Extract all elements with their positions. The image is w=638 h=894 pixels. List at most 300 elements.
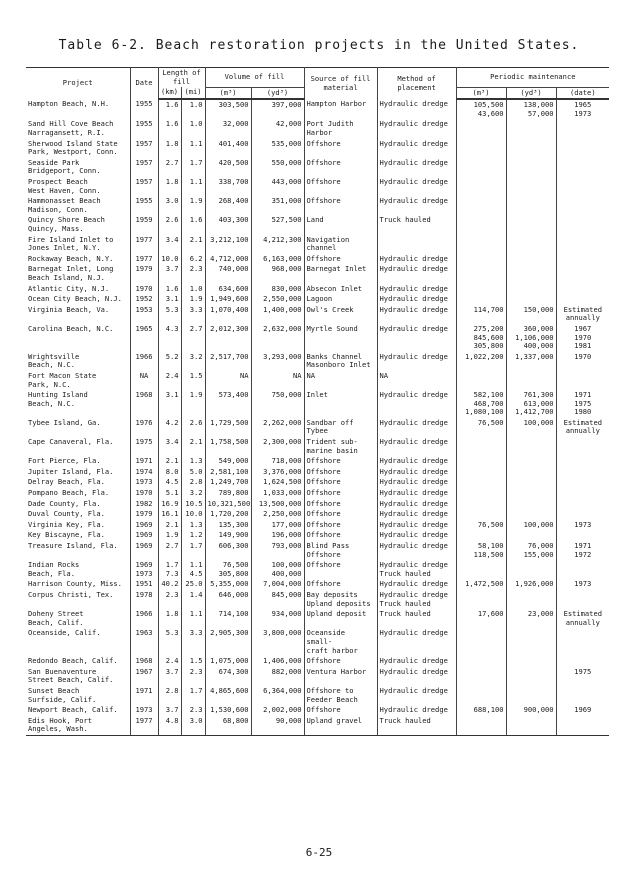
cell-length-km: 3.1 [158, 390, 181, 418]
cell-project: Edis Hook, Port Angeles, Wash. [26, 716, 130, 736]
cell-maintenance-date [556, 716, 609, 736]
cell-source: Offshore to Feeder Beach [304, 686, 377, 705]
cell-length-km: 5.2 [158, 352, 181, 371]
cell-project: Ocean City Beach, N.J. [26, 294, 130, 305]
cell-maintenance-m3: 688,100 [456, 705, 506, 716]
cell-volume-m3: 303,500 [205, 99, 251, 119]
cell-volume-m3: 1,729,500 [205, 418, 251, 437]
cell-maintenance-m3 [456, 264, 506, 283]
cell-volume-m3: 1,070,400 [205, 305, 251, 324]
cell-maintenance-date [556, 686, 609, 705]
header-volume-m3: (m³) [205, 87, 251, 99]
cell-volume-yd3: 397,000 [251, 99, 304, 119]
cell-method: Hydraulic dredge [377, 530, 456, 541]
header-volume: Volume of fill [205, 68, 304, 88]
cell-volume-m3: 2,517,700 [205, 352, 251, 371]
cell-method: Hydraulic dredge [377, 520, 456, 531]
cell-length-mi: 10.0 [181, 509, 205, 520]
table-row [26, 705, 609, 716]
cell-volume-yd3: 527,500 [251, 215, 304, 234]
cell-source: Absecon Inlet [304, 284, 377, 295]
cell-length-mi: 1.0 [181, 284, 205, 295]
cell-date: 1969 [130, 530, 158, 541]
cell-maintenance-yd3: 100,000 [506, 418, 556, 437]
cell-volume-m3: 4,712,000 [205, 254, 251, 265]
cell-volume-yd3: 845,000 [251, 590, 304, 609]
cell-length-km: 1.7 7.3 [158, 560, 181, 579]
cell-maintenance-m3 [456, 139, 506, 158]
cell-method: Hydraulic dredge [377, 158, 456, 177]
cell-volume-m3: 5,355,000 [205, 579, 251, 590]
cell-maintenance-m3: 58,100 118,500 [456, 541, 506, 560]
cell-date: 1966 [130, 609, 158, 628]
cell-maintenance-date: Estimated annually [563, 417, 602, 436]
cell-volume-m3: 740,000 [205, 264, 251, 283]
cell-volume-yd3: 550,000 [251, 158, 304, 177]
cell-volume-yd3: 2,262,000 [251, 418, 304, 437]
cell-length-mi: 3.0 [181, 716, 205, 736]
cell-length-km: 1.6 [158, 284, 181, 295]
cell-volume-m3: 714,100 [205, 609, 251, 628]
cell-volume-m3: 674,300 [205, 667, 251, 686]
cell-volume-m3: 32,000 [205, 119, 251, 138]
cell-maintenance-date: 1970 [574, 351, 592, 361]
cell-length-mi: 1.4 [181, 590, 205, 609]
cell-method: Hydraulic dredge [377, 99, 456, 119]
cell-length-mi: 1.6 [181, 215, 205, 234]
cell-volume-yd3: 2,250,000 [251, 509, 304, 520]
cell-volume-yd3: 2,300,000 [251, 437, 304, 456]
cell-length-km: 3.7 [158, 264, 181, 283]
cell-maintenance-date [556, 437, 609, 456]
cell-maintenance-date [556, 139, 609, 158]
cell-length-mi: 2.3 [181, 705, 205, 716]
cell-length-mi: 1.9 [181, 294, 205, 305]
cell-maintenance-m3: 1,472,500 [456, 579, 506, 590]
cell-maintenance-date [556, 215, 609, 234]
cell-maintenance-yd3 [506, 456, 556, 467]
cell-source: Offshore [304, 158, 377, 177]
cell-maintenance-yd3 [506, 139, 556, 158]
cell-project: Fire Island Inlet to Jones Inlet, N.Y. [26, 235, 130, 254]
header-row-1 [26, 68, 609, 88]
cell-method: Truck hauled [377, 609, 456, 628]
cell-maintenance-m3 [456, 284, 506, 295]
cell-maintenance-yd3 [506, 686, 556, 705]
table-row [26, 579, 609, 590]
cell-volume-yd3: 177,000 [251, 520, 304, 531]
cell-length-km: 10.0 [158, 254, 181, 265]
cell-volume-yd3: 968,000 [251, 264, 304, 283]
cell-project: Rockaway Beach, N.Y. [26, 254, 130, 265]
cell-method: NA [377, 371, 456, 390]
cell-volume-yd3: 1,624,500 [251, 477, 304, 488]
cell-source: Ventura Harbor [304, 667, 377, 686]
cell-volume-m3: NA [205, 371, 251, 390]
cell-maintenance-m3 [456, 530, 506, 541]
table-row [26, 530, 609, 541]
cell-source: Barnegat Inlet [304, 264, 377, 283]
cell-volume-m3: 634,600 [205, 284, 251, 295]
cell-date: 1955 [130, 99, 158, 119]
cell-volume-m3: 1,758,500 [205, 437, 251, 456]
cell-maintenance-yd3 [506, 467, 556, 478]
cell-maintenance-date [556, 254, 609, 265]
cell-maintenance-date [556, 119, 609, 138]
cell-method: Hydraulic dredge [377, 579, 456, 590]
cell-maintenance-date: 1969 [574, 705, 592, 715]
cell-project: Delray Beach, Fla. [26, 477, 130, 488]
cell-method: Hydraulic dredge [377, 667, 456, 686]
cell-method: Hydraulic dredge [377, 467, 456, 478]
cell-maintenance-yd3: 1,337,000 [506, 352, 556, 371]
cell-source: Lagoon [304, 294, 377, 305]
cell-project: Fort Pierce, Fla. [26, 456, 130, 467]
cell-volume-yd3: 42,000 [251, 119, 304, 138]
cell-maintenance-m3 [456, 371, 506, 390]
cell-length-km: 3.0 [158, 196, 181, 215]
cell-method: Hydraulic dredge [377, 119, 456, 138]
cell-maintenance-yd3 [506, 177, 556, 196]
cell-volume-m3: 76,500 305,800 [205, 560, 251, 579]
cell-maintenance-date [556, 560, 609, 579]
cell-maintenance-m3 [456, 215, 506, 234]
cell-volume-yd3: 443,000 [251, 177, 304, 196]
cell-volume-m3: 1,949,600 [205, 294, 251, 305]
cell-method: Hydraulic dredge [377, 139, 456, 158]
cell-method: Hydraulic dredge [377, 437, 456, 456]
cell-length-mi: 2.1 [181, 437, 205, 456]
cell-method: Hydraulic dredge [377, 686, 456, 705]
header-maintenance-m3: (m³) [456, 87, 506, 99]
cell-date: 1951 [130, 579, 158, 590]
table-title: Table 6-2. Beach restoration projects in the United States. [58, 38, 580, 53]
cell-length-mi: 3.2 [181, 352, 205, 371]
cell-length-mi: 2.3 [181, 264, 205, 283]
cell-date: 1957 [130, 139, 158, 158]
table-row [26, 560, 609, 579]
cell-length-mi: 1.3 [181, 456, 205, 467]
cell-maintenance-yd3 [506, 590, 556, 609]
cell-maintenance-yd3 [506, 264, 556, 283]
cell-volume-m3: 2,905,300 [205, 628, 251, 656]
cell-maintenance-date [556, 590, 609, 609]
cell-length-km: 2.7 [158, 158, 181, 177]
cell-maintenance-date: 1975 [574, 666, 592, 676]
table-row [26, 264, 609, 283]
cell-maintenance-yd3: 76,000 155,000 [506, 541, 556, 560]
cell-length-mi: 25.0 [181, 579, 205, 590]
cell-length-km: 3.1 [158, 294, 181, 305]
cell-project: Quincy Shore Beach Quincy, Mass. [26, 215, 130, 234]
header-date: Date [130, 68, 158, 100]
cell-maintenance-m3 [456, 686, 506, 705]
cell-date: 1963 [130, 628, 158, 656]
cell-method: Hydraulic dredge [377, 509, 456, 520]
cell-maintenance-date [556, 530, 609, 541]
cell-method: Hydraulic dredge [377, 196, 456, 215]
cell-volume-yd3: 4,212,300 [251, 235, 304, 254]
cell-volume-m3: 1,249,700 [205, 477, 251, 488]
cell-date: 1978 [130, 590, 158, 609]
cell-volume-yd3: 6,163,000 [251, 254, 304, 265]
table-row [26, 177, 609, 196]
cell-method: Hydraulic dredge [377, 656, 456, 667]
cell-maintenance-yd3 [506, 254, 556, 265]
cell-length-mi: 1.9 [181, 196, 205, 215]
cell-length-km: 40.2 [158, 579, 181, 590]
cell-project: Corpus Christi, Tex. [26, 590, 130, 609]
cell-maintenance-yd3 [506, 530, 556, 541]
cell-length-km: 4.8 [158, 716, 181, 736]
table-row [26, 477, 609, 488]
cell-volume-m3: 606,300 [205, 541, 251, 560]
cell-maintenance-m3 [456, 294, 506, 305]
cell-method: Truck hauled [377, 716, 456, 736]
cell-length-mi: 2.8 [181, 477, 205, 488]
table-row [26, 352, 609, 371]
cell-method: Hydraulic dredge [377, 177, 456, 196]
cell-length-mi: 10.5 [181, 499, 205, 510]
cell-date: 1952 [130, 294, 158, 305]
cell-method: Hydraulic dredge [377, 284, 456, 295]
cell-maintenance-yd3 [506, 235, 556, 254]
header-method: Method of placement [377, 68, 456, 100]
cell-maintenance-m3 [456, 254, 506, 265]
cell-date: 1970 [130, 488, 158, 499]
cell-maintenance-m3 [456, 456, 506, 467]
cell-project: Dade County, Fla. [26, 499, 130, 510]
table-row [26, 656, 609, 667]
cell-maintenance-yd3: 900,000 [506, 705, 556, 716]
cell-length-km: 2.4 [158, 656, 181, 667]
cell-maintenance-yd3 [506, 215, 556, 234]
cell-length-km: 4.2 [158, 418, 181, 437]
cell-maintenance-m3 [456, 467, 506, 478]
cell-date: 1973 [130, 705, 158, 716]
cell-maintenance-date [556, 656, 609, 667]
cell-length-km: 1.9 [158, 530, 181, 541]
cell-source: Offshore [304, 705, 377, 716]
cell-method: Hydraulic dredge [377, 324, 456, 352]
cell-maintenance-yd3 [506, 477, 556, 488]
cell-source: Myrtle Sound [304, 324, 377, 352]
cell-volume-yd3: 90,000 [251, 716, 304, 736]
table-row [26, 667, 609, 686]
cell-source: Offshore [304, 520, 377, 531]
table-row [26, 254, 609, 265]
cell-maintenance-yd3 [506, 437, 556, 456]
header-length-mi: (mi) [181, 87, 205, 99]
table-row [26, 590, 609, 609]
cell-length-km: 2.8 [158, 686, 181, 705]
table-row [26, 196, 609, 215]
cell-source: Hampton Harbor [304, 99, 377, 119]
cell-project: Prospect Beach West Haven, Conn. [26, 177, 130, 196]
table-row [26, 99, 609, 119]
cell-maintenance-m3 [456, 177, 506, 196]
cell-source: Upland deposit [304, 609, 377, 628]
cell-maintenance-date [556, 477, 609, 488]
cell-volume-yd3: 3,293,000 [251, 352, 304, 371]
cell-maintenance-m3 [456, 716, 506, 736]
cell-project: Fort Macon State Park, N.C. [26, 371, 130, 390]
cell-length-km: 2.6 [158, 215, 181, 234]
header-volume-yd3: (yd³) [251, 87, 304, 99]
cell-volume-yd3: 1,406,000 [251, 656, 304, 667]
cell-method: Truck hauled [377, 215, 456, 234]
cell-project: Hampton Beach, N.H. [26, 99, 130, 119]
cell-project: Barnegat Inlet, Long Beach Island, N.J. [26, 264, 130, 283]
cell-volume-yd3: 1,400,000 [251, 305, 304, 324]
cell-date: 1970 [130, 284, 158, 295]
cell-project: San Buenaventure Street Beach, Calif. [26, 667, 130, 686]
cell-method: Hydraulic dredge [377, 352, 456, 371]
beach-restoration-table [26, 67, 609, 736]
table-row [26, 418, 609, 437]
cell-method: Hydraulic dredge [377, 628, 456, 656]
cell-volume-m3: 420,500 [205, 158, 251, 177]
cell-maintenance-date: 1973 [574, 519, 592, 529]
cell-maintenance-date: 1965 1973 [574, 100, 592, 118]
cell-project: Seaside Park Bridgeport, Conn. [26, 158, 130, 177]
cell-project: Duval County, Fla. [26, 509, 130, 520]
cell-volume-yd3: NA [251, 371, 304, 390]
cell-maintenance-yd3 [506, 158, 556, 177]
cell-volume-yd3: 750,000 [251, 390, 304, 418]
cell-maintenance-m3 [456, 590, 506, 609]
cell-maintenance-yd3 [506, 119, 556, 138]
cell-length-mi: 6.2 [181, 254, 205, 265]
cell-source: Port Judith Harbor [304, 119, 377, 138]
cell-project: Tybee Island, Ga. [26, 418, 130, 437]
cell-date: 1969 [130, 541, 158, 560]
cell-project: Hunting Island Beach, N.C. [26, 390, 130, 418]
table-row [26, 628, 609, 656]
table-row [26, 215, 609, 234]
cell-maintenance-yd3 [506, 509, 556, 520]
cell-volume-m3: 789,800 [205, 488, 251, 499]
cell-method: Hydraulic dredge [377, 499, 456, 510]
cell-project: Key Biscayne, Fla. [26, 530, 130, 541]
cell-maintenance-yd3 [506, 488, 556, 499]
cell-length-km: 3.4 [158, 235, 181, 254]
table-row [26, 305, 609, 324]
cell-volume-m3: 403,300 [205, 215, 251, 234]
cell-maintenance-yd3: 138,000 57,000 [506, 99, 556, 119]
header-periodic-maintenance: Periodic maintenance [456, 68, 609, 88]
page-number: 6-25 [305, 846, 333, 859]
cell-date: 1974 [130, 467, 158, 478]
cell-date: 1982 [130, 499, 158, 510]
cell-length-mi: 1.5 [181, 656, 205, 667]
cell-source: Upland gravel [304, 716, 377, 736]
table-row [26, 294, 609, 305]
cell-source: Offshore [304, 196, 377, 215]
cell-maintenance-yd3: 100,000 [506, 520, 556, 531]
cell-length-km: 4.3 [158, 324, 181, 352]
cell-source: Land [304, 215, 377, 234]
cell-volume-m3: 1,530,600 [205, 705, 251, 716]
cell-volume-yd3: 3,376,000 [251, 467, 304, 478]
cell-source: Offshore [304, 254, 377, 265]
cell-method: Hydraulic dredge [377, 456, 456, 467]
cell-volume-m3: 2,012,300 [205, 324, 251, 352]
cell-volume-yd3: 830,000 [251, 284, 304, 295]
cell-maintenance-yd3: 360,000 1,106,000 400,000 [506, 324, 556, 352]
cell-method: Hydraulic dredge [377, 305, 456, 324]
cell-maintenance-date: 1967 1970 1981 [574, 323, 592, 351]
cell-method: Hydraulic dredge [377, 705, 456, 716]
cell-volume-m3: 149,900 [205, 530, 251, 541]
cell-length-km: 4.5 [158, 477, 181, 488]
cell-maintenance-m3 [456, 477, 506, 488]
cell-project: Sunset Beach Surfside, Calif. [26, 686, 130, 705]
cell-volume-yd3: 934,000 [251, 609, 304, 628]
cell-length-km: 2.7 [158, 541, 181, 560]
table-row [26, 716, 609, 736]
cell-length-mi: 2.6 [181, 418, 205, 437]
cell-date: 1975 [130, 437, 158, 456]
cell-maintenance-yd3 [506, 196, 556, 215]
cell-maintenance-date [556, 294, 609, 305]
table-row [26, 390, 609, 418]
cell-length-mi: 1.7 [181, 158, 205, 177]
cell-length-mi: 2.7 [181, 324, 205, 352]
cell-source: Offshore [304, 499, 377, 510]
cell-source: Offshore [304, 177, 377, 196]
cell-maintenance-m3: 105,500 43,600 [456, 99, 506, 119]
cell-maintenance-m3 [456, 437, 506, 456]
cell-date: 1976 [130, 418, 158, 437]
cell-maintenance-date [556, 196, 609, 215]
cell-maintenance-date [556, 235, 609, 254]
cell-volume-m3: 2,581,100 [205, 467, 251, 478]
cell-maintenance-date: 1971 1972 [574, 541, 592, 559]
cell-volume-yd3: 535,000 [251, 139, 304, 158]
cell-length-mi: 1.7 [181, 541, 205, 560]
cell-project: Harrison County, Miss. [26, 579, 130, 590]
cell-date: 1979 [130, 509, 158, 520]
cell-maintenance-m3 [456, 560, 506, 579]
cell-maintenance-m3 [456, 667, 506, 686]
cell-project: Pompano Beach, Fla. [26, 488, 130, 499]
cell-project: Jupiter Island, Fla. [26, 467, 130, 478]
cell-date: 1969 1973 [130, 560, 158, 579]
cell-length-mi: 1.0 [181, 119, 205, 138]
cell-source: Offshore [304, 477, 377, 488]
cell-date: 1969 [130, 520, 158, 531]
cell-source: Offshore [304, 530, 377, 541]
cell-maintenance-yd3 [506, 284, 556, 295]
cell-project: Virginia Key, Fla. [26, 520, 130, 531]
cell-method: Hydraulic dredge [377, 477, 456, 488]
table-row [26, 499, 609, 510]
cell-volume-yd3: 7,004,000 [251, 579, 304, 590]
table-row [26, 235, 609, 254]
cell-length-km: 1.8 [158, 177, 181, 196]
cell-maintenance-m3 [456, 499, 506, 510]
cell-method: Hydraulic dredge Truck hauled [377, 560, 456, 579]
cell-source: Offshore [304, 488, 377, 499]
cell-maintenance-date [556, 177, 609, 196]
cell-maintenance-yd3 [506, 628, 556, 656]
table-row [26, 324, 609, 352]
cell-length-km: 1.8 [158, 139, 181, 158]
cell-maintenance-m3 [456, 509, 506, 520]
cell-volume-m3: 573,400 [205, 390, 251, 418]
cell-source: Banks Channel Masonboro Inlet [304, 352, 377, 371]
